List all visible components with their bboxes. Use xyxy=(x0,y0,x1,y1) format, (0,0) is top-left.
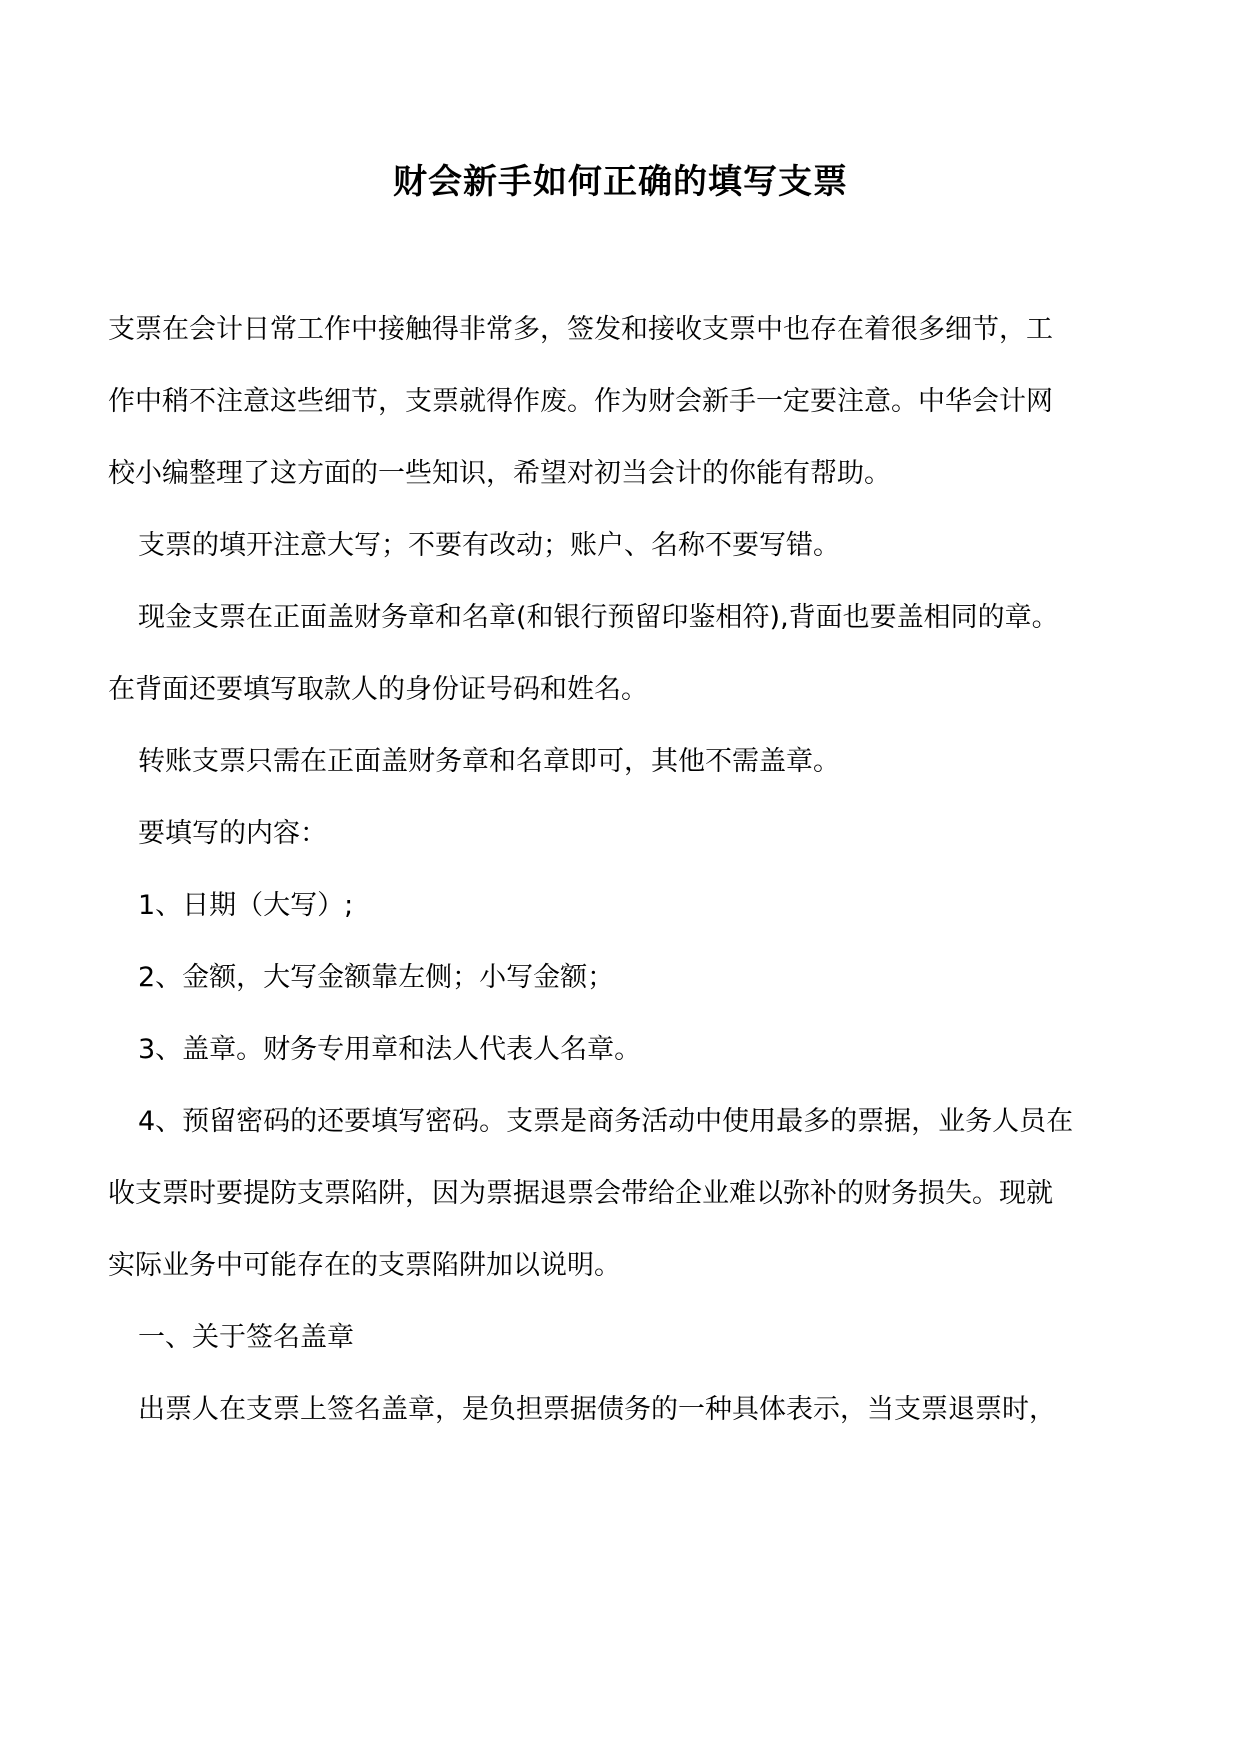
list-item: 3、盖章。财务专用章和法人代表人名章。 xyxy=(138,1034,642,1065)
paragraph-line: 校小编整理了这方面的一些知识，希望对初当会计的你能有帮助。 xyxy=(108,458,891,489)
paragraph-line: 要填写的内容： xyxy=(138,818,327,849)
paragraph-line: 支票在会计日常工作中接触得非常多，签发和接收支票中也存在着很多细节，工 xyxy=(108,314,1053,345)
paragraph-line: 实际业务中可能存在的支票陷阱加以说明。 xyxy=(108,1250,621,1281)
list-item: 2、金额，大写金额靠左侧；小写金额； xyxy=(138,962,615,993)
paragraph-line: 在背面还要填写取款人的身份证号码和姓名。 xyxy=(108,674,648,705)
list-item: 4、预留密码的还要填写密码。支票是商务活动中使用最多的票据，业务人员在 xyxy=(138,1106,1074,1137)
paragraph-line: 现金支票在正面盖财务章和名章(和银行预留印鉴相符),背面也要盖相同的章。 xyxy=(138,602,1059,633)
document-title: 财会新手如何正确的填写支票 xyxy=(393,162,848,202)
list-item: 1、日期（大写）; xyxy=(138,890,354,921)
paragraph-line: 支票的填开注意大写；不要有改动；账户、名称不要写错。 xyxy=(138,530,840,561)
paragraph-line: 出票人在支票上签名盖章，是负担票据债务的一种具体表示，当支票退票时， xyxy=(138,1394,1056,1425)
paragraph-line: 作中稍不注意这些细节，支票就得作废。作为财会新手一定要注意。中华会计网 xyxy=(108,386,1053,417)
section-heading: 一、关于签名盖章 xyxy=(138,1322,354,1353)
paragraph-line: 收支票时要提防支票陷阱，因为票据退票会带给企业难以弥补的财务损失。现就 xyxy=(108,1178,1053,1209)
paragraph-line: 转账支票只需在正面盖财务章和名章即可，其他不需盖章。 xyxy=(138,746,840,777)
